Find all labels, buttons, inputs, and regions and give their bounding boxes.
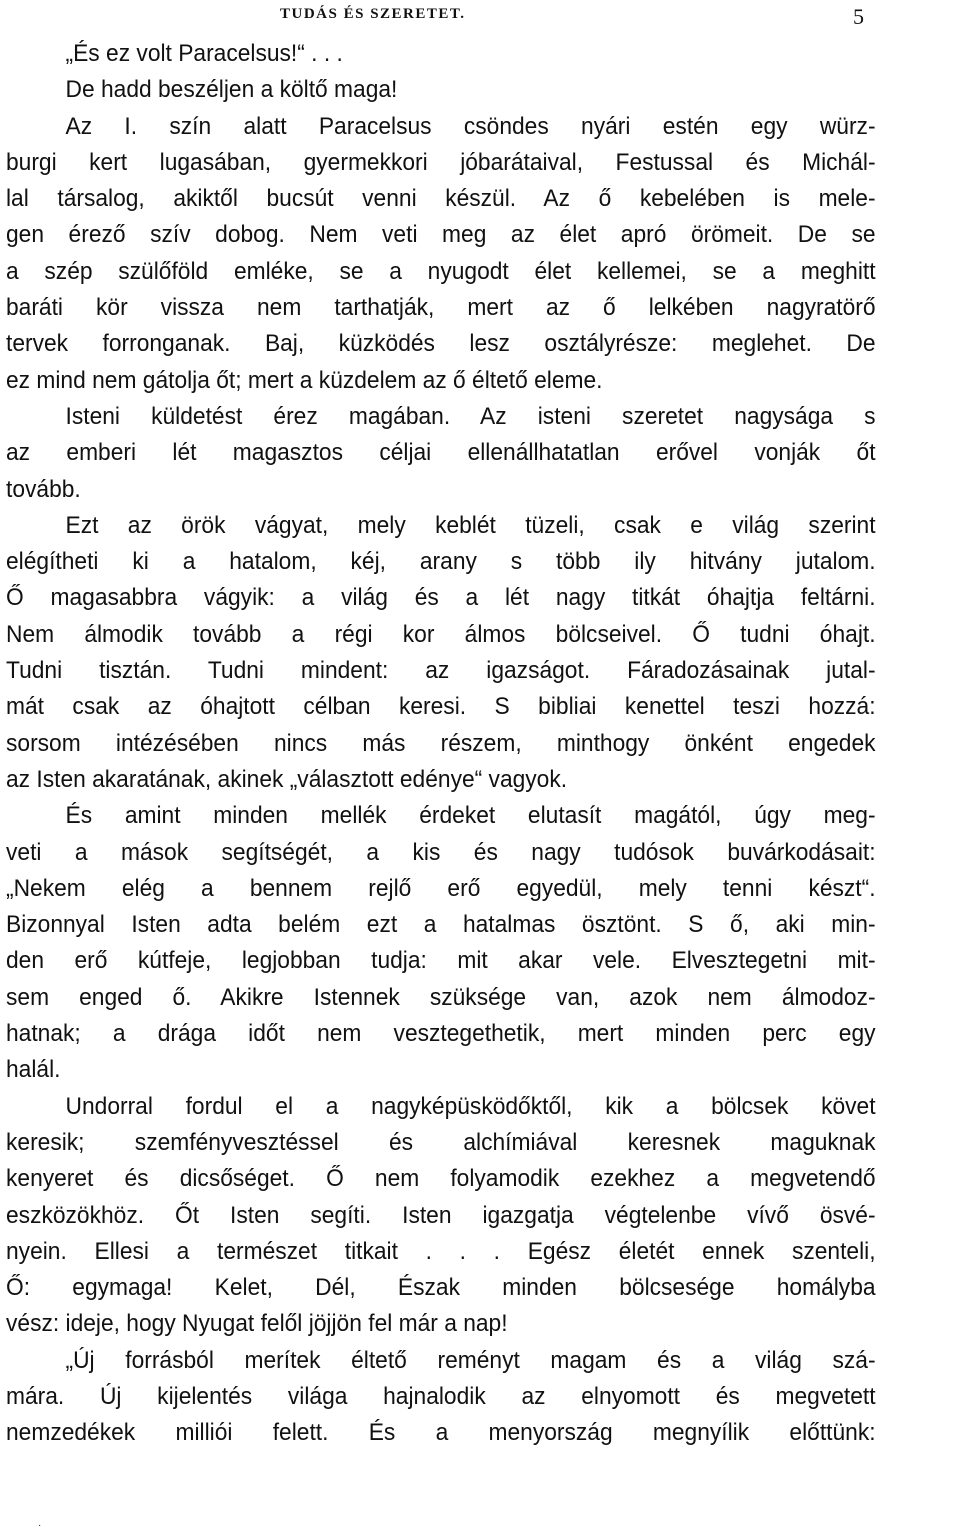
text-line: kenyeret és dicsőséget. Ő nem folyamodik ezekhez a megvetendő xyxy=(6,1165,876,1193)
text-line: És amint minden mellék érdeket elutasít magától, úgy meg- xyxy=(65,802,876,830)
text-line: vész: ideje, hogy Nyugat felől jöjjön fel már a nap! xyxy=(6,1310,508,1338)
text-line: veti a mások segítségét, a kis és nagy tudósok buvárkodásait: xyxy=(6,838,876,866)
text-line: sem enged ő. Akikre Istennek szüksége van, azok nem álmodoz- xyxy=(6,983,876,1011)
text-line: ez mind nem gátolja őt; mert a küzdelem az ő éltető eleme. xyxy=(6,366,603,394)
text-line: den erő kútfeje, legjobban tudja: mit akar vele. Elvesztegetni mit- xyxy=(6,947,876,975)
text-line: „És ez volt Paracelsus!“ . . . xyxy=(65,40,343,67)
text-line: az emberi lét magasztos céljai ellenállhatatlan erővel vonják őt xyxy=(6,439,876,467)
page-header xyxy=(0,4,960,28)
text-line: „Új forrásból merítek éltető reményt magam és a világ szá- xyxy=(65,1346,876,1374)
body-text xyxy=(6,36,876,1452)
text-line: Isteni küldetést érez magában. Az isteni szeretet nagysága s xyxy=(65,402,876,430)
text-line: De hadd beszéljen a költő maga! xyxy=(65,76,398,104)
text-line: nemzedékek milliói felett. És a menyország megnyílik előttünk: xyxy=(6,1419,876,1447)
text-line: keresik; szemfényvesztéssel és alchímiával keresnek maguknak xyxy=(6,1128,876,1156)
text-line: sorsom intézésében nincs más részem, minthogy önként engedek xyxy=(6,729,876,757)
text-line: mára. Új kijelentés világa hajnalodik az elnyomott és megvetett xyxy=(6,1382,876,1410)
text-line: lal társalog, akiktől bucsút venni készül. Az ő kebelében is mele- xyxy=(6,185,876,213)
footer-dot: · xyxy=(38,1520,42,1531)
text-line: Undorral fordul el a nagyképüsködőktől, kik a bölcsek követ xyxy=(65,1092,876,1120)
text-line: Ő magasabbra vágyik: a világ és a lét nagy titkát óhajtja feltárni. xyxy=(6,584,876,612)
text-line: baráti kör vissza nem tarthatják, mert az ő lelkében nagyratörő xyxy=(6,294,876,322)
text-line: Tudni tisztán. Tudni mindent: az igazságot. Fáradozásainak jutal- xyxy=(6,657,876,685)
text-line: gen érező szív dobog. Nem veti meg az élet apró örömeit. De se xyxy=(6,221,876,249)
text-line: nyein. Ellesi a természet titkait . . . Egész életét ennek szenteli, xyxy=(6,1237,876,1265)
text-line: tervek forronganak. Baj, küzködés lesz osztályrésze: meglehet. De xyxy=(6,330,876,358)
text-line: hatnak; a drága időt nem vesztegethetik, mert minden perc egy xyxy=(6,1020,876,1048)
text-line: Nem álmodik tovább a régi kor álmos bölcseivel. Ő tudni óhajt. xyxy=(6,620,876,648)
text-line: elégítheti ki a hatalom, kéj, arany s több ily hitvány jutalom. xyxy=(6,548,876,576)
text-line: az Isten akaratának, akinek „választott edénye“ vagyok. xyxy=(6,765,568,793)
page-number: 5 xyxy=(853,4,864,29)
text-line: tovább. xyxy=(6,475,81,503)
text-line: halál. xyxy=(6,1056,61,1084)
text-line: mát csak az óhajtott célban keresi. S bibliai kenettel teszi hozzá: xyxy=(6,693,876,721)
text-line: eszközökhöz. Őt Isten segíti. Isten igazgatja végtelenbe vívő ösvé- xyxy=(6,1201,876,1229)
text-line: Az I. szín alatt Paracelsus csöndes nyári estén egy würz- xyxy=(65,112,876,140)
text-line: a szép szülőföld emléke, se a nyugodt élet kellemei, se a meghitt xyxy=(6,257,876,285)
text-line: „Nekem elég a bennem rejlő erő egyedül, mely tenni készt“. xyxy=(6,874,876,902)
text-line: Ezt az örök vágyat, mely keblét tüzeli, csak e világ szerint xyxy=(65,511,876,539)
text-line: Bizonnyal Isten adta belém ezt a hatalmas ösztönt. S ő, aki min- xyxy=(6,911,876,939)
text-line: burgi kert lugasában, gyermekkori jóbarátaival, Festussal és Michál- xyxy=(6,148,876,176)
running-title: TUDÁS ÉS SZERETET. xyxy=(280,6,466,22)
text-line: Ő: egymaga! Kelet, Dél, Észak minden bölcsesége homályba xyxy=(6,1274,876,1302)
